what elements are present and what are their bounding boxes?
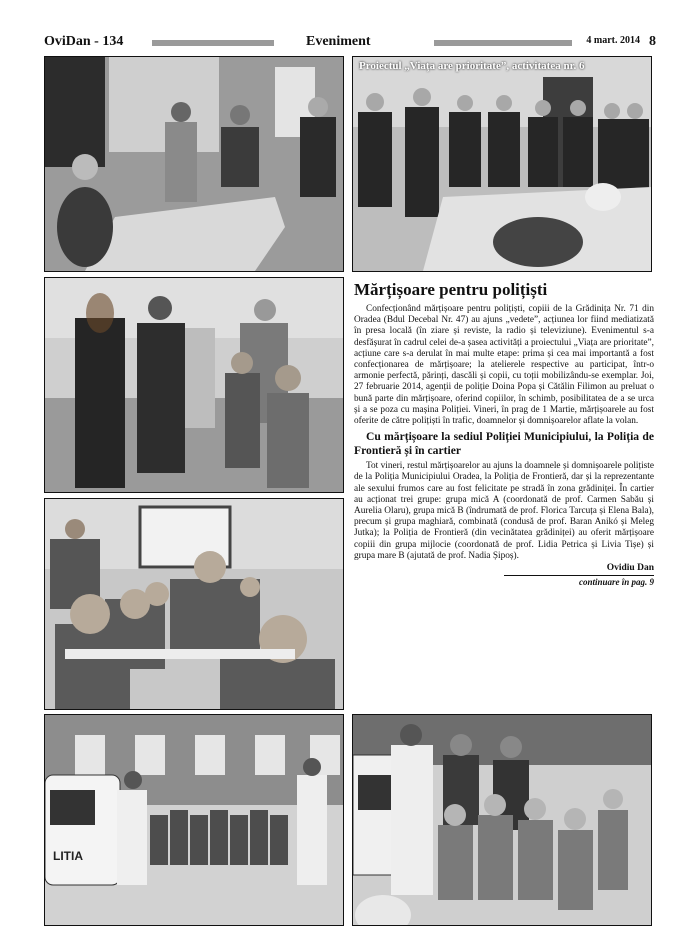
page-header	[44, 34, 656, 52]
photo-police-car-1	[44, 714, 344, 926]
photo-officers-children	[44, 277, 344, 493]
photo-classroom-1	[44, 56, 344, 272]
article-author: Ovidiu Dan	[606, 563, 654, 574]
photo-caption: Proiectul „Viața are prioritate”, activitatea nr. 6	[359, 60, 585, 72]
article-paragraph-2: Tot vineri, restul mărțișoarelor au ajuns la doamnele și domnișoarele polițiste de la Poliția Municipiului Oradea, la Poliția de Frontieră, dar și la reprezentante ale sexului frumos care au fost felicitate pe stradă în zona grădiniței. În cartier au acționat trei grupe: grupa mică A (coordonată de prof. Carmen Sabău și Aurelia Olaru), grupa mică B (îndrumată de prof. Florica Tarcuța și Elena Bala), precum și grupa maghiară, combinată (condusă de prof. Baran Anikó și Meleg Jutka); la Poliția de Frontieră (din vecinătatea grădiniței) au oferit mărțișoare copiii din grupa mijlocie (coordonată de prof. Lidia Petrica și Livia Tișe) și grupa mare B (ajutată de prof. Nadia Șipoș).	[354, 461, 654, 561]
header-rule-left	[152, 40, 274, 46]
svg-text:LITIA: LITIA	[53, 849, 83, 863]
publication-name: OviDan - 134	[44, 34, 124, 49]
article-subheading: Cu mărțișoare la sediul Poliției Municipiului, la Poliția de Frontieră și în cartier	[354, 430, 654, 458]
article-paragraph-1: Confecționând mărțișoare pentru polițiști, copiii de la Grădinița Nr. 71 din Oradea (Bdul Decebal Nr. 47) au ajuns „vedete”, acțiunea lor fiind mediatizată în presa locală (în ziare și reviste, la radio și televiziune). Evenimentul s-a desfășurat în cadrul celei de-a șasea activități a proiectului „Viața are prioritate”, acțiune care s-a derulat în mai multe etape: prima și cea mai importantă a fost confecționarea de mărțișoare; la atelierele respective au participat, într-o armonie perfectă, părinți, dascăli și copii, cu toții mobilizându-se exemplar. Joi, 27 februarie 2014, agenții de poliție Doina Popa și Cătălin Filimon au preluat o bună parte din mărțișoare, oferind copiilor, în schimb, posibilitatea de a se urca și a se poza cu mașina Poliției. Vineri, în prag de 1 Martie, mărțișoarele au fost oferite de către polițiști în trafic, doamnelor și domnișoarelor aflate la volan.	[354, 304, 654, 427]
page-number: 8	[649, 34, 656, 49]
photo-police-car-2	[352, 714, 652, 926]
continuation-note: continuare în pag. 9	[504, 575, 654, 587]
issue-date: 4 mart. 2014	[586, 35, 640, 46]
article-title: Mărțișoare pentru polițiști	[354, 280, 548, 299]
photo-officers-classroom	[352, 56, 652, 272]
photo-children-class	[44, 498, 344, 710]
article	[354, 280, 654, 587]
section-title: Eveniment	[306, 34, 371, 49]
header-rule-right	[434, 40, 572, 46]
